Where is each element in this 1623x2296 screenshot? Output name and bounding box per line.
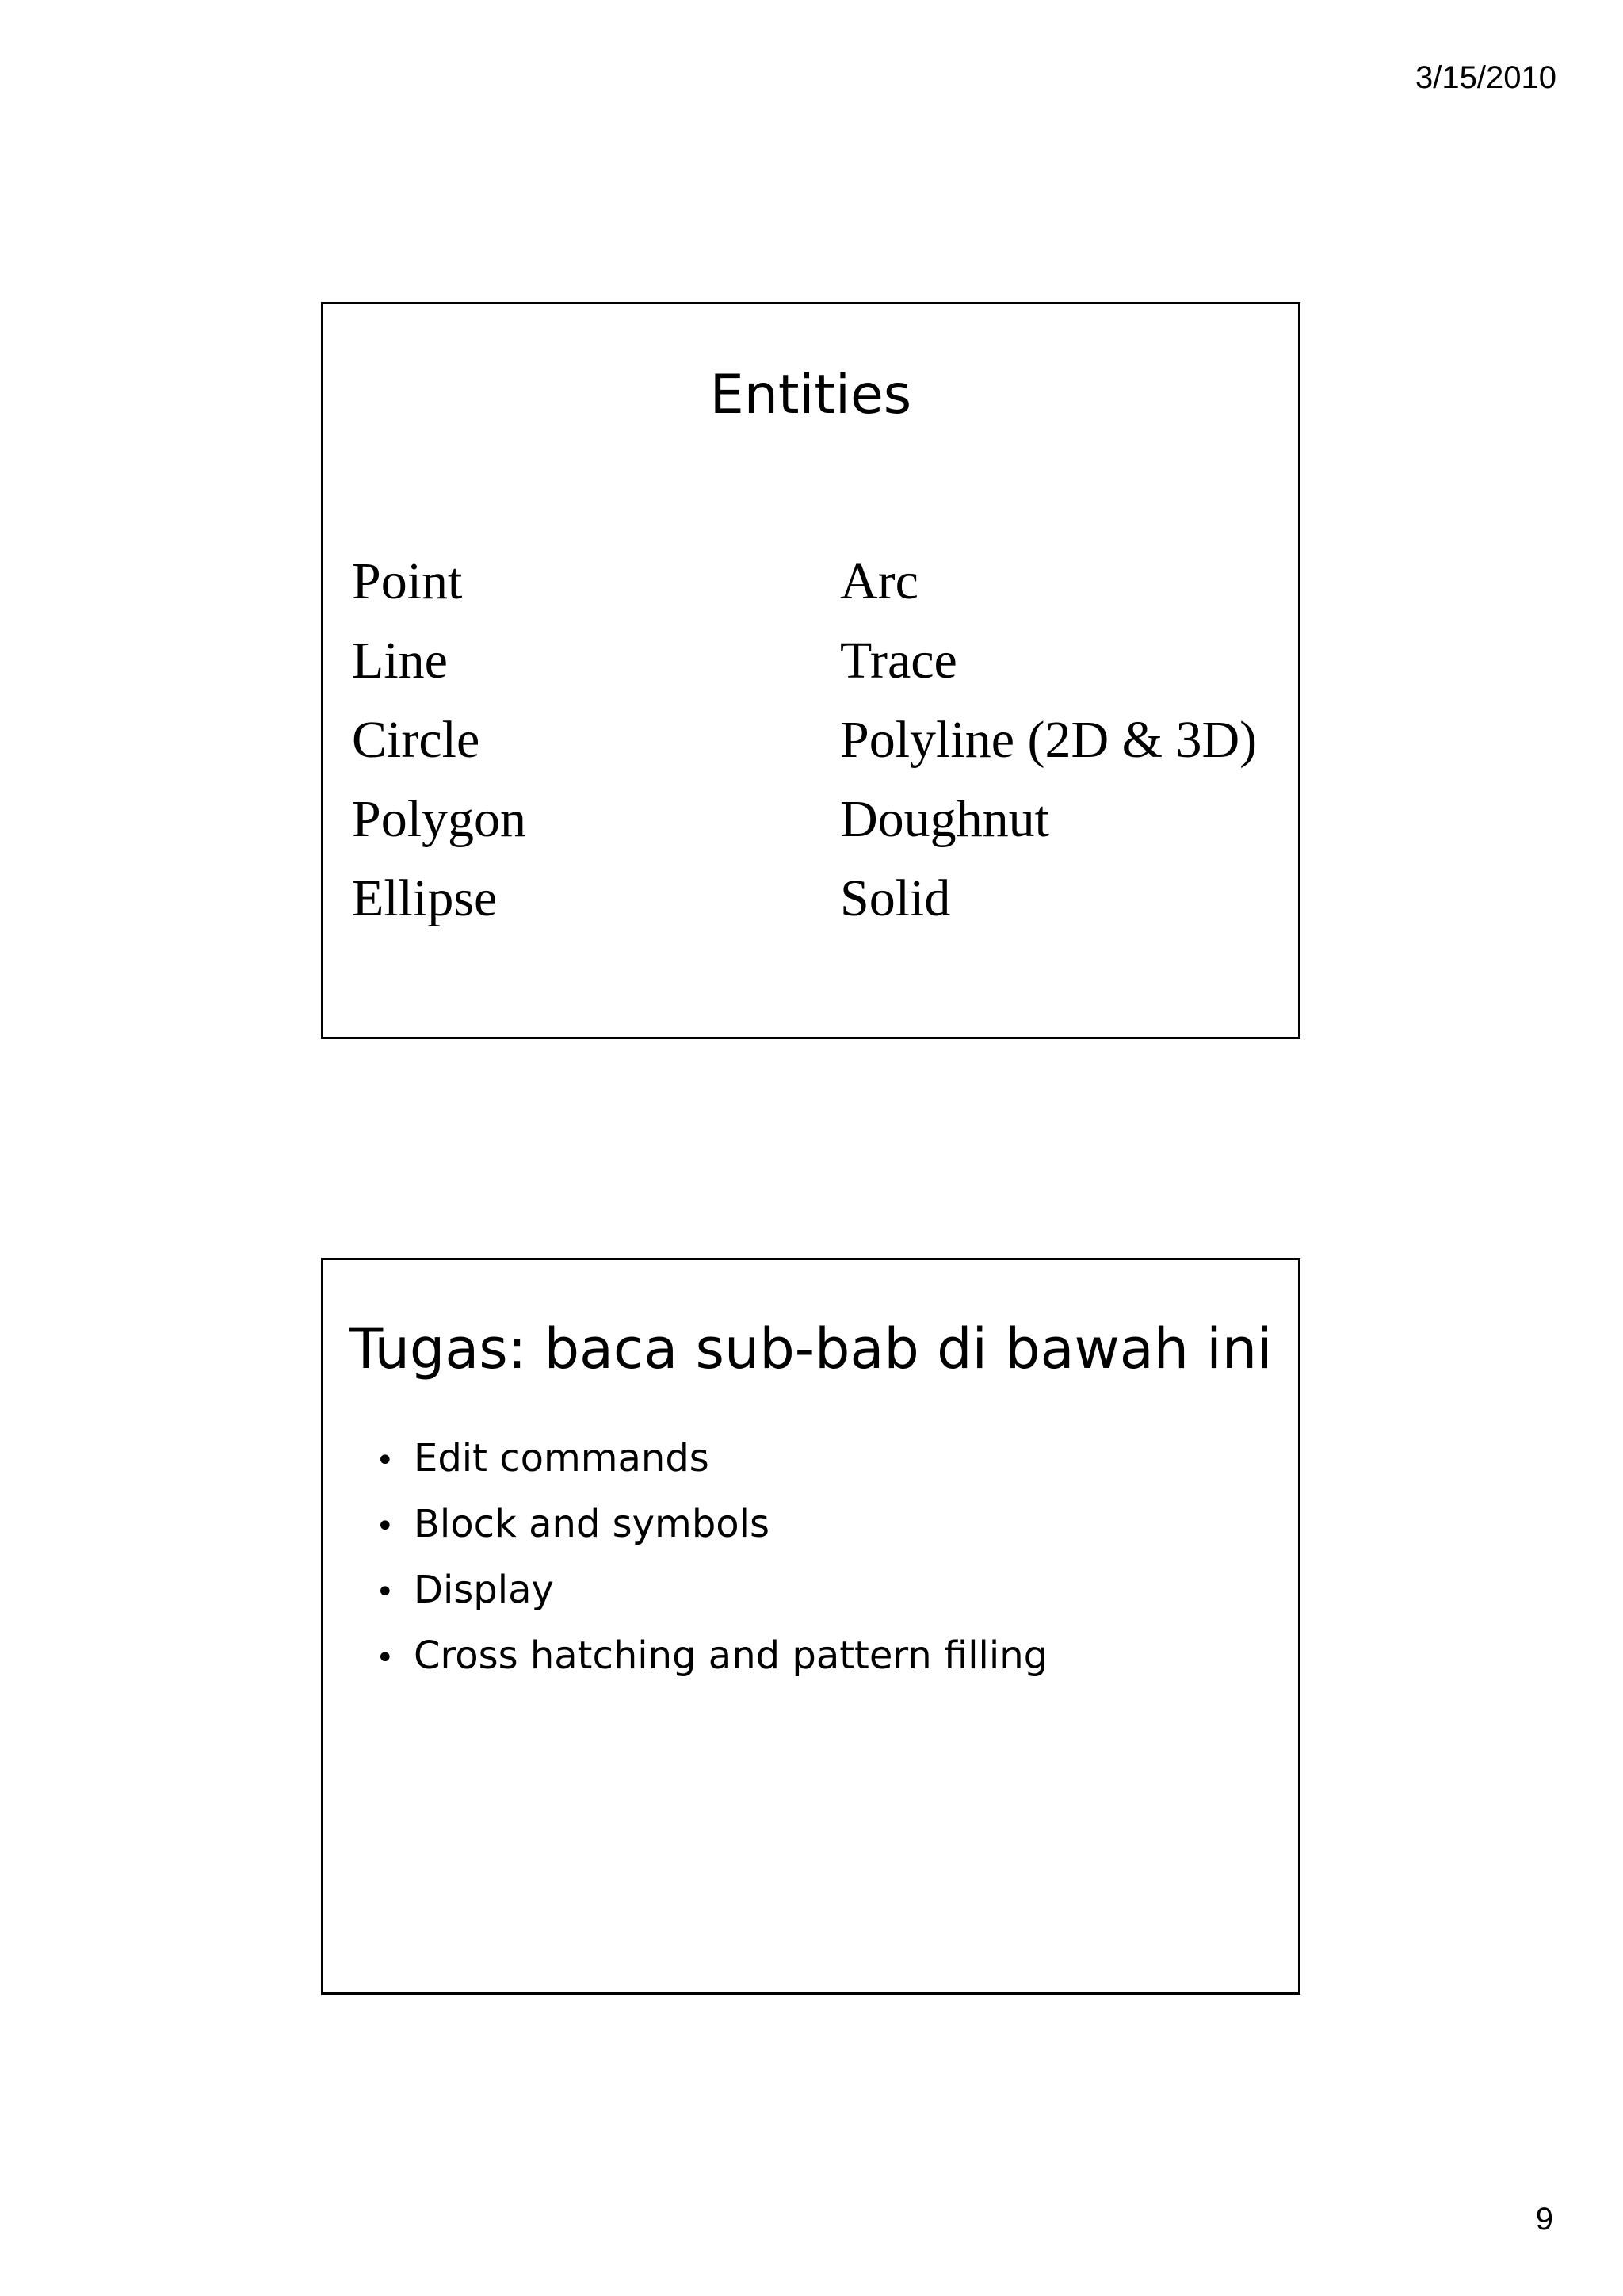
entity-item: Ellipse [352, 869, 498, 927]
list-item [376, 1624, 1048, 1690]
bullet-icon: • [376, 1508, 395, 1545]
bullet-icon: • [376, 1640, 395, 1676]
entity-item: Arc [840, 552, 918, 610]
entity-item: Trace [840, 632, 957, 690]
entity-item: Point [352, 552, 463, 610]
page-number: 9 [1535, 2202, 1553, 2237]
slide-tugas [321, 1258, 1300, 1995]
entity-item: Doughnut [840, 790, 1049, 848]
bullet-list [376, 1427, 1048, 1690]
entity-item: Line [352, 632, 448, 690]
entity-item: Polygon [352, 790, 527, 848]
slide-title: Tugas: baca sub-bab di bawah ini [349, 1316, 1273, 1381]
list-item-text: Block and symbols [414, 1502, 769, 1546]
list-item [376, 1558, 1048, 1624]
slide-entities [321, 302, 1300, 1039]
list-item [376, 1427, 1048, 1492]
entity-item: Polyline (2D & 3D) [840, 711, 1258, 769]
bullet-icon: • [376, 1442, 395, 1479]
page-date: 3/15/2010 [1415, 60, 1556, 95]
entity-item: Circle [352, 711, 480, 769]
entity-list-left [352, 542, 526, 938]
list-item-text: Display [414, 1568, 554, 1612]
list-item-text: Edit commands [414, 1436, 709, 1480]
list-item [376, 1492, 1048, 1558]
entity-item: Solid [840, 869, 951, 927]
list-item-text: Cross hatching and pattern filling [414, 1633, 1048, 1678]
entity-list-right [840, 542, 1257, 938]
slide-title: Entities [709, 364, 912, 426]
bullet-icon: • [376, 1574, 395, 1610]
